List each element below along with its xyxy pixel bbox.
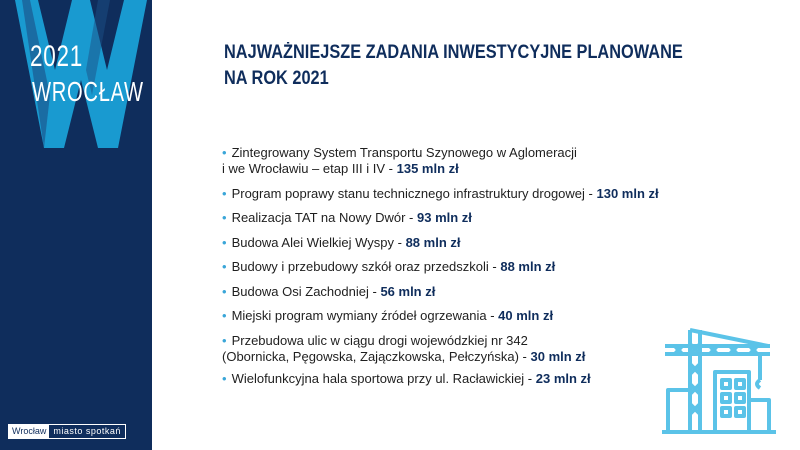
task-amount: 88 mln zł [500,259,556,274]
bullet-dot-icon: • [222,370,227,386]
task-amount: 30 mln zł [530,348,586,364]
list-item [222,145,782,177]
bullet-dot-icon: • [222,259,227,274]
bullet-dot-icon: • [222,145,227,160]
list-item [222,259,782,275]
construction-crane-building-icon [660,322,780,437]
task-amount: 23 mln zł [535,370,591,386]
title-line-2: NA ROK 2021 [224,68,329,89]
sidebar-panel [0,0,152,450]
task-text-continued: i we Wrocławiu – etap III i IV - [222,161,393,176]
list-item [222,284,782,300]
list-item [222,210,782,226]
task-text: Miejski program wymiany źródeł ogrzewania - [231,308,495,323]
task-text: Wielofunkcyjna hala sportowa przy ul. Racławickiej - [231,370,533,386]
task-text: Budowy i przebudowy szkół oraz przedszkoli - [231,259,497,274]
task-text: Zintegrowany System Transportu Szynowego w Aglomeracji [231,145,577,160]
list-item [222,235,782,251]
task-amount: 130 mln zł [596,185,659,201]
task-amount: 88 mln zł [405,234,461,250]
title-line-1: NAJWAŻNIEJSZE ZADANIA INWESTYCYJNE PLANOWANE [224,42,683,63]
task-text: Realizacja TAT na Nowy Dwór - [231,210,414,225]
footer-logo-city: Wrocław [9,425,49,438]
bullet-dot-icon: • [222,185,227,201]
task-text: Budowa Osi Zachodniej - [231,283,377,299]
footer-logo [8,424,126,439]
list-item [222,186,782,202]
task-amount: 135 mln zł [396,161,459,176]
bullet-dot-icon: • [222,283,227,299]
task-text: Przebudowa ulic w ciągu drogi wojewódzkiej nr 342 [231,332,528,348]
task-amount: 56 mln zł [380,283,436,299]
task-amount: 40 mln zł [498,308,554,323]
task-text: Budowa Alei Wielkiej Wyspy - [231,234,402,250]
footer-logo-slogan: miasto spotkań [53,426,121,436]
bullet-dot-icon: • [222,210,227,225]
task-amount: 93 mln zł [417,210,472,225]
bullet-dot-icon: • [222,332,227,348]
city-label: WROCŁAW [32,76,144,107]
task-text: Program poprawy stanu technicznego infrastruktury drogowej - [231,185,593,201]
page-title [224,40,683,92]
task-text-continued: (Obornicka, Pęgowska, Zajączkowska, Pełczyńska) - [222,348,527,364]
year-label: 2021 [30,40,84,73]
bullet-dot-icon: • [222,308,227,323]
bullet-dot-icon: • [222,234,227,250]
